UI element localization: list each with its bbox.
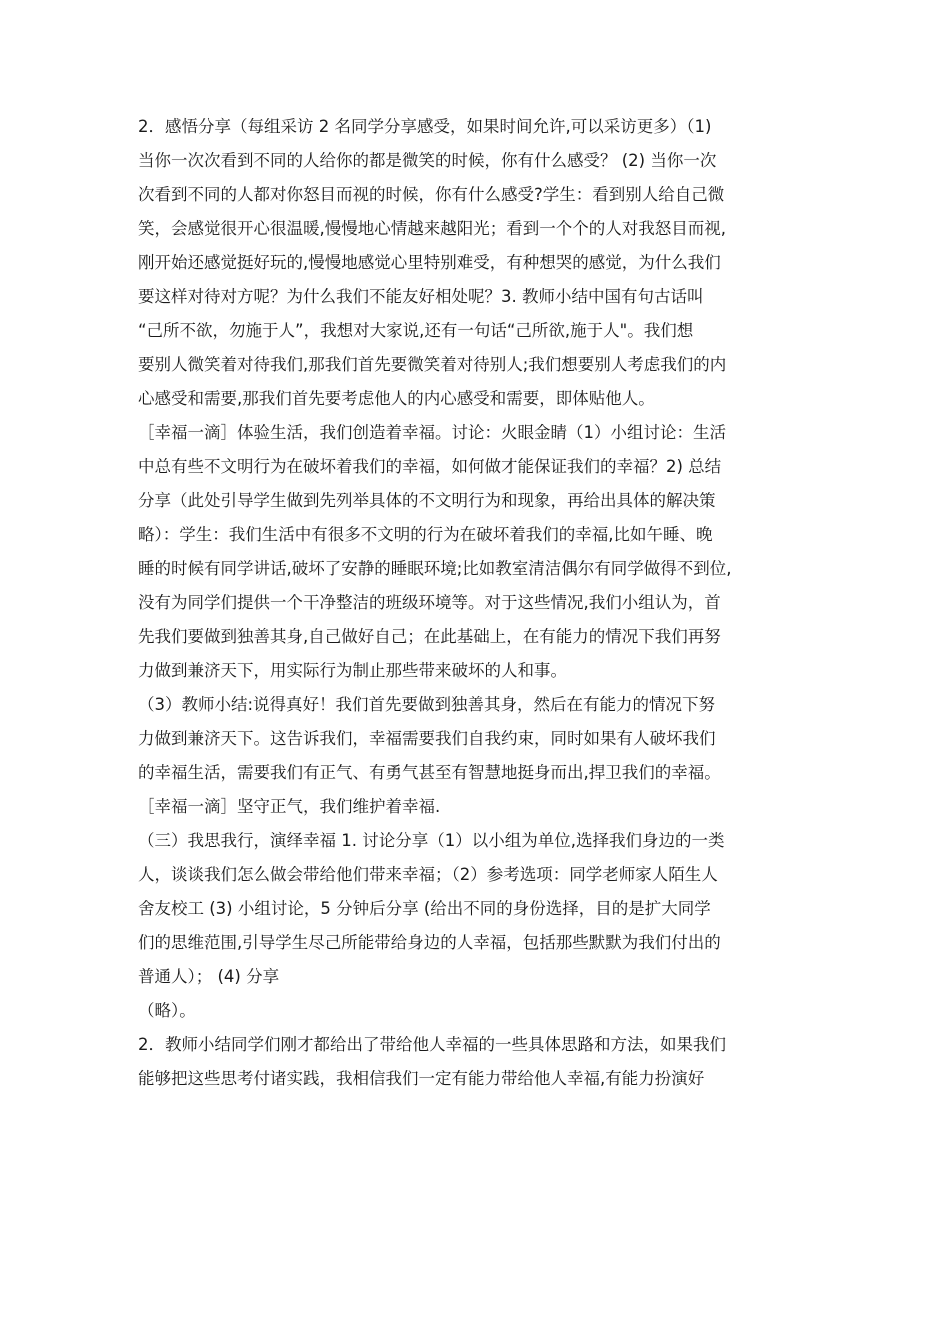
- text-line-14: 睡的时候有同学讲话,破坏了安静的睡眠环境;比如教室清洁偶尔有同学做得不到位,: [138, 559, 732, 578]
- text-line-23: 人，谈谈我们怎么做会带给他们带来幸福；（2）参考选项：同学老师家人陌生人: [138, 865, 718, 884]
- text-line-26: 普通人）； (4) 分享: [138, 967, 280, 986]
- text-line-15: 没有为同学们提供一个干净整洁的班级环境等。对于这些情况,我们小组认为，首: [138, 593, 721, 612]
- text-line-10: ［幸福一滴］体验生活，我们创造着幸福。讨论：火眼金睛（1）小组讨论：生活: [138, 423, 726, 442]
- text-line-22: （三）我思我行，演绎幸福 1. 讨论分享（1）以小组为单位,选择我们身边的一类: [138, 831, 725, 850]
- text-line-29: 能够把这些思考付诸实践，我相信我们一定有能力带给他人幸福,有能力扮演好: [138, 1069, 705, 1088]
- text-line-19: 力做到兼济天下。这告诉我们，幸福需要我们自我约束，同时如果有人破坏我们: [138, 729, 716, 748]
- text-line-2: 当你一次次看到不同的人给你的都是微笑的时候，你有什么感受？ (2) 当你一次: [138, 151, 717, 170]
- text-line-27: （略）。: [138, 1001, 196, 1020]
- text-line-24: 舍友校工 (3) 小组讨论，5 分钟后分享 (给出不同的身份选择，目的是扩大同学: [138, 899, 711, 918]
- text-line-16: 先我们要做到独善其身,自己做好自己；在此基础上，在有能力的情况下我们再努: [138, 627, 721, 646]
- text-line-28: 2．教师小结同学们刚才都给出了带给他人幸福的一些具体思路和方法，如果我们: [138, 1035, 726, 1054]
- text-line-25: 们的思维范围,引导学生尽己所能带给身边的人幸福，包括那些默默为我们付出的: [138, 933, 721, 952]
- text-line-6: 要这样对待对方呢？为什么我们不能友好相处呢？3. 教师小结中国有句古话叫: [138, 287, 704, 306]
- text-line-18: （3）教师小结:说得真好！我们首先要做到独善其身，然后在有能力的情况下努: [138, 695, 716, 714]
- text-line-17: 力做到兼济天下，用实际行为制止那些带来破坏的人和事。: [138, 661, 567, 680]
- text-line-8: 要别人微笑着对待我们,那我们首先要微笑着对待别人;我们想要别人考虑我们的内: [138, 355, 727, 374]
- text-line-4: 笑，会感觉很开心很温暖,慢慢地心情越来越阳光；看到一个个的人对我怒目而视,: [138, 219, 726, 238]
- text-line-7: “己所不欲，勿施于人”，我想对大家说,还有一句话“己所欲,施于人"。我们想: [138, 321, 694, 340]
- document-page: [138, 110, 838, 1096]
- text-line-20: 的幸福生活，需要我们有正气、有勇气甚至有智慧地挺身而出,捍卫我们的幸福。: [138, 763, 721, 782]
- text-line-5: 刚开始还感觉挺好玩的,慢慢地感觉心里特别难受，有种想哭的感觉，为什么我们: [138, 253, 721, 272]
- text-line-11: 中总有些不文明行为在破坏着我们的幸福，如何做才能保证我们的幸福？2) 总结: [138, 457, 722, 476]
- text-line-3: 次看到不同的人都对你怒目而视的时候，你有什么感受?学生：看到别人给自己微: [138, 185, 725, 204]
- text-line-12: 分享（此处引导学生做到先列举具体的不文明行为和现象，再给出具体的解决策: [138, 491, 716, 510]
- text-line-13: 略）：学生：我们生活中有很多不文明的行为在破坏着我们的幸福,比如午睡、晚: [138, 525, 713, 544]
- text-line-21: ［幸福一滴］坚守正气，我们维护着幸福.: [138, 797, 441, 816]
- text-line-1: 2．感悟分享（每组采访 2 名同学分享感受，如果时间允许,可以采访更多）（1): [138, 117, 712, 136]
- text-line-9: 心感受和需要,那我们首先要考虑他人的内心感受和需要，即体贴他人。: [138, 389, 655, 408]
